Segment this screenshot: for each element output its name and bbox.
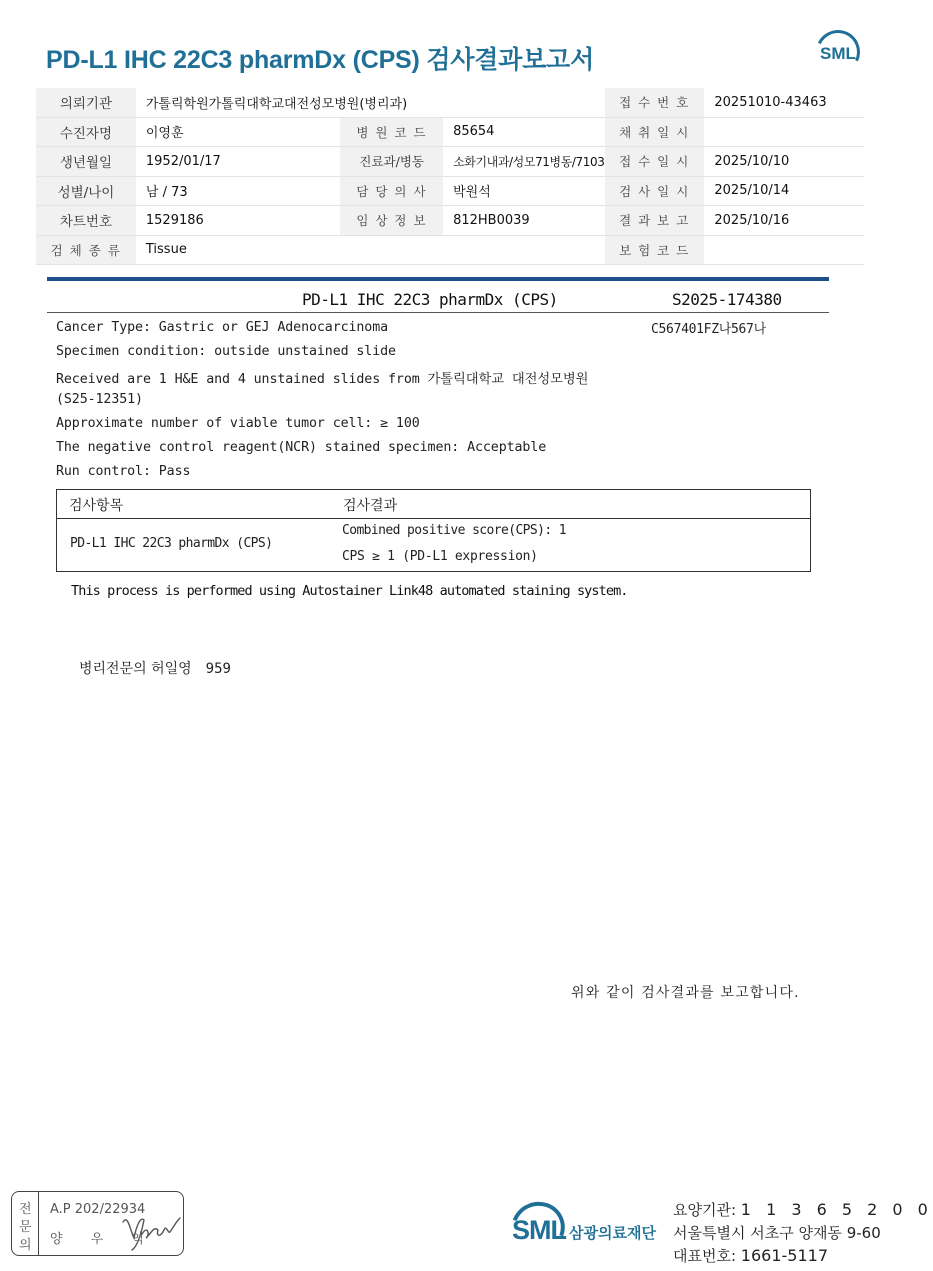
doctor-value: 박원석 bbox=[443, 176, 604, 206]
logo-text: SML bbox=[820, 44, 856, 63]
info-row bbox=[36, 88, 864, 117]
sml-footer-logo bbox=[509, 1200, 569, 1256]
chart-value: 1529186 bbox=[136, 206, 340, 236]
referring-value: 가톨릭학원가톨릭대학교대전성모병원(병리과) bbox=[136, 88, 605, 117]
report-code: C567401FZ나567나 bbox=[651, 322, 766, 337]
exam-date-value: 2025/10/14 bbox=[704, 176, 864, 206]
patient-value: 이영훈 bbox=[136, 117, 340, 147]
clinical-label: 임 상 정 보 bbox=[340, 206, 443, 236]
report-line: Cancer Type: Gastric or GEJ Adenocarcinoma bbox=[56, 320, 389, 335]
institution-code-value: 1 1 3 6 5 2 0 0 bbox=[740, 1200, 933, 1219]
dept-value: 소화기내과/성모71병동/7103 bbox=[443, 147, 604, 177]
phone-label: 대표번호: bbox=[673, 1247, 737, 1265]
result-table bbox=[56, 489, 811, 572]
receipt-no-label: 접 수 번 호 bbox=[605, 88, 705, 117]
exam-date-label: 검 사 일 시 bbox=[605, 176, 705, 206]
receipt-date-value: 2025/10/10 bbox=[704, 147, 864, 177]
sml-logo bbox=[812, 28, 864, 76]
test-item: PD-L1 IHC 22C3 pharmDx (CPS) bbox=[70, 536, 273, 551]
report-line: Approximate number of viable tumor cell: ≥ 100 bbox=[56, 416, 420, 431]
dob-value: 1952/01/17 bbox=[136, 147, 340, 177]
stamp-ap-number: A.P 202/22934 bbox=[50, 1202, 146, 1217]
receipt-no-value: 20251010-43463 bbox=[704, 88, 864, 117]
pathologist-line bbox=[79, 658, 231, 678]
receipt-date-label: 접 수 일 시 bbox=[605, 147, 705, 177]
cps-score: Combined positive score(CPS): 1 bbox=[342, 523, 567, 538]
specimen-label: 검 체 종 류 bbox=[36, 235, 136, 265]
doctor-label: 담 당 의 사 bbox=[340, 176, 443, 206]
info-row bbox=[36, 147, 864, 177]
signature-image bbox=[120, 1208, 182, 1252]
pathologist-stamp bbox=[11, 1191, 184, 1256]
collection-date-label: 채 취 일 시 bbox=[605, 117, 705, 147]
foundation-name: 삼광의료재단 bbox=[569, 1224, 656, 1242]
patient-info-table bbox=[36, 88, 864, 265]
section-divider bbox=[47, 277, 829, 281]
closing-statement: 위와 같이 검사결과를 보고합니다. bbox=[571, 985, 800, 1001]
report-line: Run control: Pass bbox=[56, 464, 191, 479]
institution-code bbox=[673, 1199, 933, 1220]
address: 서울특별시 서초구 양재동 9-60 bbox=[673, 1224, 881, 1242]
result-table-header bbox=[57, 490, 810, 519]
collection-date-value bbox=[704, 117, 864, 147]
institution-code-label: 요양기관: bbox=[673, 1201, 737, 1219]
report-date-label: 결 과 보 고 bbox=[605, 206, 705, 236]
report-title: PD-L1 IHC 22C3 pharmDx (CPS) 검사결과보고서 bbox=[46, 46, 595, 74]
dept-label: 진료과/병동 bbox=[340, 147, 443, 177]
patient-label: 수진자명 bbox=[36, 117, 136, 147]
cps-interpretation: CPS ≥ 1 (PD-L1 expression) bbox=[342, 549, 538, 564]
pathologist-number: 959 bbox=[205, 661, 231, 677]
clinical-value: 812HB0039 bbox=[443, 206, 604, 236]
phone bbox=[673, 1245, 828, 1266]
report-line: Specimen condition: outside unstained slide bbox=[56, 344, 396, 359]
col-header-item: 검사항목 bbox=[69, 498, 124, 514]
stamp-name: 양 우 익 bbox=[50, 1232, 156, 1247]
report-line: Received are 1 H&E and 4 unstained slides from 가톨릭대학교 대전성모병원 bbox=[56, 372, 589, 387]
report-line: The negative control reagent(NCR) stained specimen: Acceptable bbox=[56, 440, 547, 455]
col-header-result: 검사결과 bbox=[343, 498, 398, 514]
hospital-code-label: 병 원 코 드 bbox=[340, 117, 443, 147]
sex-age-label: 성별/나이 bbox=[36, 176, 136, 206]
pathologist-name: 병리전문의 허일영 bbox=[79, 661, 192, 677]
dob-label: 생년월일 bbox=[36, 147, 136, 177]
info-row bbox=[36, 117, 864, 147]
footer-logo-text: SML bbox=[512, 1215, 566, 1245]
info-row bbox=[36, 235, 864, 265]
info-row bbox=[36, 206, 864, 236]
sex-age-value: 남 / 73 bbox=[136, 176, 340, 206]
specimen-value: Tissue bbox=[136, 235, 605, 265]
insurance-value bbox=[704, 235, 864, 265]
stamp-char: 문 bbox=[19, 1220, 32, 1235]
stamp-side bbox=[12, 1192, 39, 1255]
hospital-code-value: 85654 bbox=[443, 117, 604, 147]
title-underline bbox=[47, 312, 829, 313]
report-line: (S25-12351) bbox=[56, 392, 143, 407]
insurance-label: 보 험 코 드 bbox=[605, 235, 705, 265]
info-row bbox=[36, 176, 864, 206]
test-title: PD-L1 IHC 22C3 pharmDx (CPS) bbox=[302, 290, 558, 309]
phone-value: 1661-5117 bbox=[740, 1246, 829, 1265]
chart-label: 차트번호 bbox=[36, 206, 136, 236]
stamp-char: 의 bbox=[19, 1238, 32, 1253]
stamp-char: 전 bbox=[19, 1202, 32, 1217]
referring-label: 의뢰기관 bbox=[36, 88, 136, 117]
report-id: S2025-174380 bbox=[672, 290, 782, 309]
process-note: This process is performed using Autostainer Link48 automated staining system. bbox=[71, 583, 628, 599]
report-date-value: 2025/10/16 bbox=[704, 206, 864, 236]
